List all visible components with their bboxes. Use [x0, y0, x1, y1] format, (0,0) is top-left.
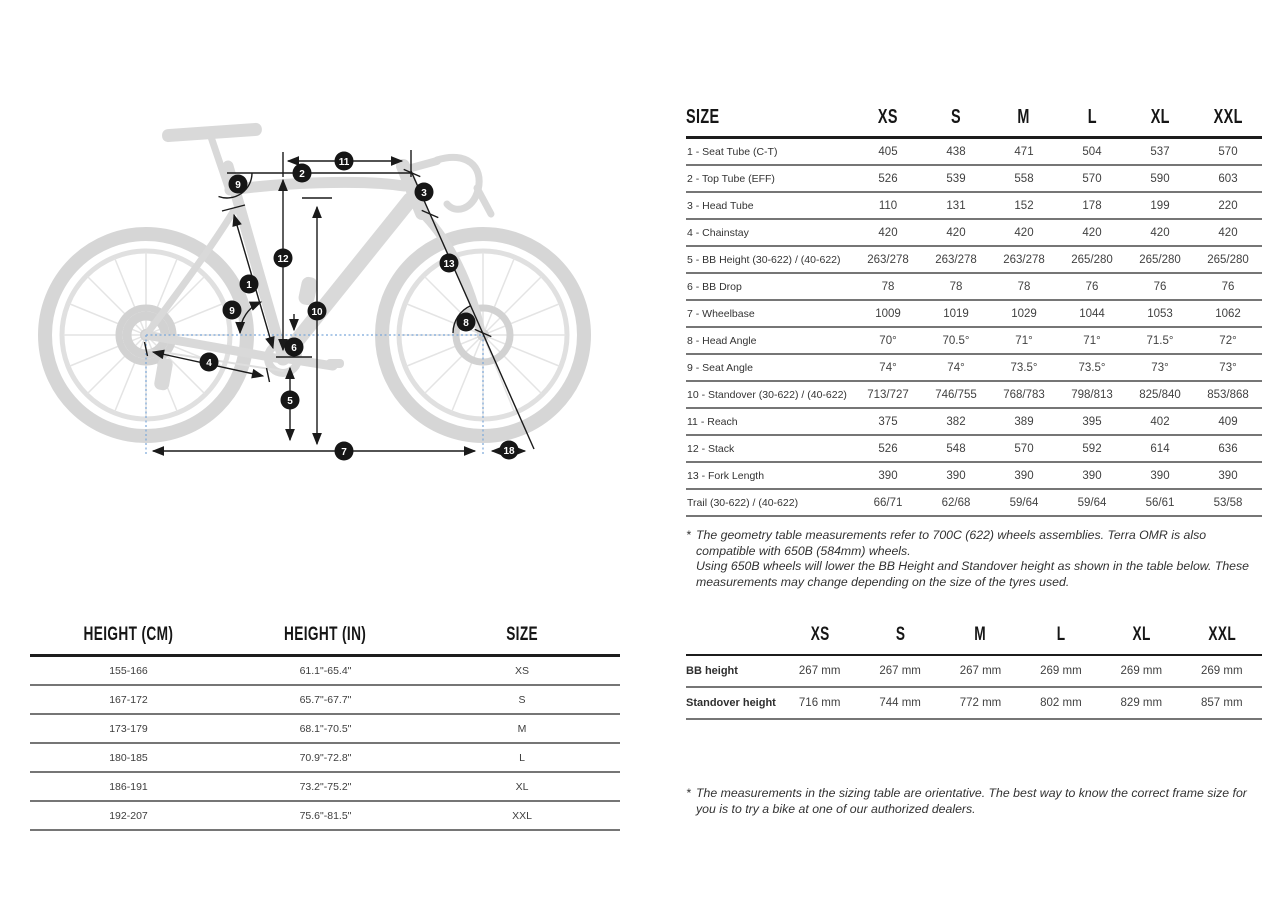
frame-icon [146, 123, 491, 392]
row-value: 1019 [922, 300, 990, 327]
row-value: XL [424, 772, 620, 801]
size-header: SIZE [686, 104, 854, 138]
row-label: 7 - Wheelbase [686, 300, 854, 327]
row-value: M [424, 714, 620, 743]
table-row [686, 462, 1262, 489]
dimension-marker-4 [200, 353, 219, 372]
col-header-s: S [860, 622, 940, 655]
row-value: 265/280 [1058, 246, 1126, 273]
col-header-xs: XS [779, 622, 859, 655]
row-value: 267 mm [779, 655, 859, 687]
sizing-footnote [686, 786, 1264, 817]
row-value: 199 [1126, 192, 1194, 219]
handlebar-icon [437, 157, 479, 209]
row-value: 420 [1194, 219, 1262, 246]
col-header-xl: XL [1101, 622, 1181, 655]
table-row [30, 714, 620, 743]
table-row [686, 165, 1262, 192]
row-value: 167-172 [30, 685, 227, 714]
svg-text:11: 11 [338, 156, 350, 168]
row-value: 390 [922, 462, 990, 489]
row-value: 62/68 [922, 489, 990, 516]
footnote-text: Using 650B wheels will lower the BB Height and Standover height as shown in the table below. These measurements may change depending on the size of the tyres used. [696, 559, 1250, 589]
row-value: 590 [1126, 165, 1194, 192]
svg-text:12: 12 [277, 253, 289, 265]
geometry-footnote [686, 528, 1264, 590]
row-value: 829 mm [1101, 687, 1181, 719]
row-value: 180-185 [30, 743, 227, 772]
svg-text:6: 6 [291, 342, 297, 354]
row-value: 73.5° [990, 354, 1058, 381]
table-row [686, 354, 1262, 381]
row-value: 75.6"-81.5" [227, 801, 424, 830]
row-value: 186-191 [30, 772, 227, 801]
col-header-xxl: XXL [1194, 104, 1262, 138]
row-value: XS [424, 656, 620, 686]
row-value: 471 [990, 138, 1058, 166]
footnote-text: The geometry table measurements refer to 700C (622) wheels assemblies. Terra OMR is also compatible with 650B (584mm) wheels. [696, 528, 1207, 558]
row-value: 390 [1126, 462, 1194, 489]
row-value: 772 mm [940, 687, 1020, 719]
row-value: 389 [990, 408, 1058, 435]
row-value: 382 [922, 408, 990, 435]
geometry-table-header-row [686, 104, 1262, 138]
dimension-marker-7 [335, 442, 354, 461]
row-value: 70.9"-72.8" [227, 743, 424, 772]
row-value: XXL [424, 801, 620, 830]
row-label: 3 - Head Tube [686, 192, 854, 219]
row-value: 825/840 [1126, 381, 1194, 408]
row-value: 59/64 [1058, 489, 1126, 516]
row-value: 853/868 [1194, 381, 1262, 408]
table-row [30, 743, 620, 772]
row-value: 73° [1194, 354, 1262, 381]
bike-geometry-diagram [0, 0, 640, 500]
row-value: 71.5° [1126, 327, 1194, 354]
row-label: 13 - Fork Length [686, 462, 854, 489]
col-header-xl: XL [1126, 104, 1194, 138]
row-value: 65.7"-67.7" [227, 685, 424, 714]
row-value: 798/813 [1058, 381, 1126, 408]
row-value: 857 mm [1182, 687, 1262, 719]
svg-text:1: 1 [246, 279, 252, 291]
svg-text:3: 3 [421, 187, 427, 199]
row-value: 263/278 [922, 246, 990, 273]
row-value: 558 [990, 165, 1058, 192]
dimension-marker-12 [274, 249, 293, 268]
row-value: 1053 [1126, 300, 1194, 327]
col-header-m: M [940, 622, 1020, 655]
footnote-asterisk: * [686, 528, 691, 542]
row-label: 1 - Seat Tube (C-T) [686, 138, 854, 166]
row-label: Trail (30-622) / (40-622) [686, 489, 854, 516]
col-header-xs: XS [854, 104, 922, 138]
row-value: 263/278 [990, 246, 1058, 273]
row-value: 438 [922, 138, 990, 166]
row-value: 716 mm [779, 687, 859, 719]
row-value: 74° [922, 354, 990, 381]
svg-text:9: 9 [229, 305, 235, 317]
row-value: 409 [1194, 408, 1262, 435]
row-value: 66/71 [854, 489, 922, 516]
height-in-header: HEIGHT (IN) [227, 622, 424, 656]
row-value: 269 mm [1101, 655, 1181, 687]
row-value: 744 mm [860, 687, 940, 719]
row-value: 420 [1058, 219, 1126, 246]
row-value: 269 mm [1182, 655, 1262, 687]
table-row [30, 772, 620, 801]
row-value: 420 [990, 219, 1058, 246]
col-header-l: L [1021, 622, 1101, 655]
row-value: 504 [1058, 138, 1126, 166]
row-value: 713/727 [854, 381, 922, 408]
row-value: L [424, 743, 620, 772]
table-row [30, 801, 620, 830]
row-value: 402 [1126, 408, 1194, 435]
row-value: 73° [1126, 354, 1194, 381]
row-label: Standover height [686, 687, 779, 719]
table-row [686, 327, 1262, 354]
row-value: 78 [922, 273, 990, 300]
row-value: 61.1"-65.4" [227, 656, 424, 686]
row-value: 265/280 [1194, 246, 1262, 273]
table-row [686, 655, 1262, 687]
height-cm-header: HEIGHT (CM) [30, 622, 227, 656]
dimension-marker-5 [281, 391, 300, 410]
row-value: 614 [1126, 435, 1194, 462]
row-label: 11 - Reach [686, 408, 854, 435]
svg-text:7: 7 [341, 446, 347, 458]
footnote-asterisk: * [686, 786, 691, 800]
bike-silhouette-icon [45, 123, 584, 436]
guide-lines [146, 335, 483, 455]
col-header-m: M [990, 104, 1058, 138]
row-value: 78 [990, 273, 1058, 300]
row-value: 53/58 [1194, 489, 1262, 516]
table-row [686, 435, 1262, 462]
dimension-marker-9 [223, 301, 242, 320]
dimension-marker-9 [229, 175, 248, 194]
table-row [30, 656, 620, 686]
row-value: 56/61 [1126, 489, 1194, 516]
row-value: 570 [990, 435, 1058, 462]
row-value: 548 [922, 435, 990, 462]
wheels-table-header-row [686, 622, 1262, 655]
dimension-marker-11 [335, 152, 354, 171]
row-value: 76 [1194, 273, 1262, 300]
empty-corner-cell [686, 622, 779, 655]
dimension-marker-3 [415, 183, 434, 202]
row-value: 405 [854, 138, 922, 166]
col-header-xxl: XXL [1182, 622, 1262, 655]
row-label: 10 - Standover (30-622) / (40-622) [686, 381, 854, 408]
row-label: 6 - BB Drop [686, 273, 854, 300]
row-value: 395 [1058, 408, 1126, 435]
row-value: 71° [1058, 327, 1126, 354]
row-value: 71° [990, 327, 1058, 354]
row-value: 537 [1126, 138, 1194, 166]
row-label: 5 - BB Height (30-622) / (40-622) [686, 246, 854, 273]
dimension-marker-6 [285, 338, 304, 357]
row-label: 4 - Chainstay [686, 219, 854, 246]
row-label: 9 - Seat Angle [686, 354, 854, 381]
row-value: 265/280 [1126, 246, 1194, 273]
row-value: 802 mm [1021, 687, 1101, 719]
table-row [686, 381, 1262, 408]
row-value: 746/755 [922, 381, 990, 408]
row-value: 73.2"-75.2" [227, 772, 424, 801]
table-row [686, 138, 1262, 166]
svg-text:13: 13 [443, 258, 455, 270]
row-value: 59/64 [990, 489, 1058, 516]
rider-height-sizing-table [30, 622, 620, 831]
row-value: 173-179 [30, 714, 227, 743]
table-row [686, 300, 1262, 327]
row-value: 269 mm [1021, 655, 1101, 687]
row-value: 220 [1194, 192, 1262, 219]
row-value: 390 [990, 462, 1058, 489]
row-value: 192-207 [30, 801, 227, 830]
row-value: 76 [1058, 273, 1126, 300]
row-value: 68.1"-70.5" [227, 714, 424, 743]
row-value: 390 [1058, 462, 1126, 489]
svg-text:2: 2 [299, 168, 305, 180]
row-value: 1029 [990, 300, 1058, 327]
footnote-text: The measurements in the sizing table are orientative. The best way to know the correct frame size for you is to try a bike at one of our authorized dealers. [696, 786, 1247, 816]
row-value: 178 [1058, 192, 1126, 219]
svg-text:18: 18 [503, 445, 515, 457]
row-value: 636 [1194, 435, 1262, 462]
row-value: 73.5° [1058, 354, 1126, 381]
row-label: 2 - Top Tube (EFF) [686, 165, 854, 192]
row-value: 1044 [1058, 300, 1126, 327]
row-value: 768/783 [990, 381, 1058, 408]
row-value: 526 [854, 435, 922, 462]
dimension-marker-1 [240, 275, 259, 294]
table-row [686, 489, 1262, 516]
row-value: 390 [1194, 462, 1262, 489]
row-value: 70° [854, 327, 922, 354]
table-row [686, 273, 1262, 300]
row-value: 420 [922, 219, 990, 246]
row-label: 8 - Head Angle [686, 327, 854, 354]
row-value: 72° [1194, 327, 1262, 354]
row-value: 76 [1126, 273, 1194, 300]
table-row [686, 687, 1262, 719]
row-value: 420 [1126, 219, 1194, 246]
row-value: 390 [854, 462, 922, 489]
svg-text:8: 8 [463, 317, 469, 329]
row-value: 267 mm [940, 655, 1020, 687]
row-value: 570 [1194, 138, 1262, 166]
row-value: S [424, 685, 620, 714]
row-value: 78 [854, 273, 922, 300]
row-value: 420 [854, 219, 922, 246]
sizing-table-header-row [30, 622, 620, 656]
table-row [30, 685, 620, 714]
row-value: 152 [990, 192, 1058, 219]
row-value: 526 [854, 165, 922, 192]
table-row [686, 219, 1262, 246]
row-value: 131 [922, 192, 990, 219]
svg-text:4: 4 [206, 357, 212, 369]
row-value: 592 [1058, 435, 1126, 462]
650b-wheels-table [686, 622, 1262, 720]
dimension-marker-13 [440, 254, 459, 273]
dimension-marker-2 [293, 164, 312, 183]
row-value: 74° [854, 354, 922, 381]
table-row [686, 408, 1262, 435]
dimension-marker-10 [308, 302, 327, 321]
row-value: 263/278 [854, 246, 922, 273]
geometry-table [686, 104, 1262, 517]
row-value: 110 [854, 192, 922, 219]
col-header-l: L [1058, 104, 1126, 138]
table-row [686, 192, 1262, 219]
row-value: 1062 [1194, 300, 1262, 327]
row-value: 603 [1194, 165, 1262, 192]
row-value: 1009 [854, 300, 922, 327]
svg-text:5: 5 [287, 395, 293, 407]
row-label: 12 - Stack [686, 435, 854, 462]
row-value: 539 [922, 165, 990, 192]
row-value: 70.5° [922, 327, 990, 354]
dimension-marker-8 [457, 313, 476, 332]
table-row [686, 246, 1262, 273]
row-value: 570 [1058, 165, 1126, 192]
row-value: 375 [854, 408, 922, 435]
svg-text:9: 9 [235, 179, 241, 191]
row-value: 155-166 [30, 656, 227, 686]
size-header: SIZE [424, 622, 620, 656]
row-label: BB height [686, 655, 779, 687]
dimension-marker-18 [500, 441, 519, 460]
row-value: 267 mm [860, 655, 940, 687]
svg-text:10: 10 [311, 306, 323, 318]
col-header-s: S [922, 104, 990, 138]
